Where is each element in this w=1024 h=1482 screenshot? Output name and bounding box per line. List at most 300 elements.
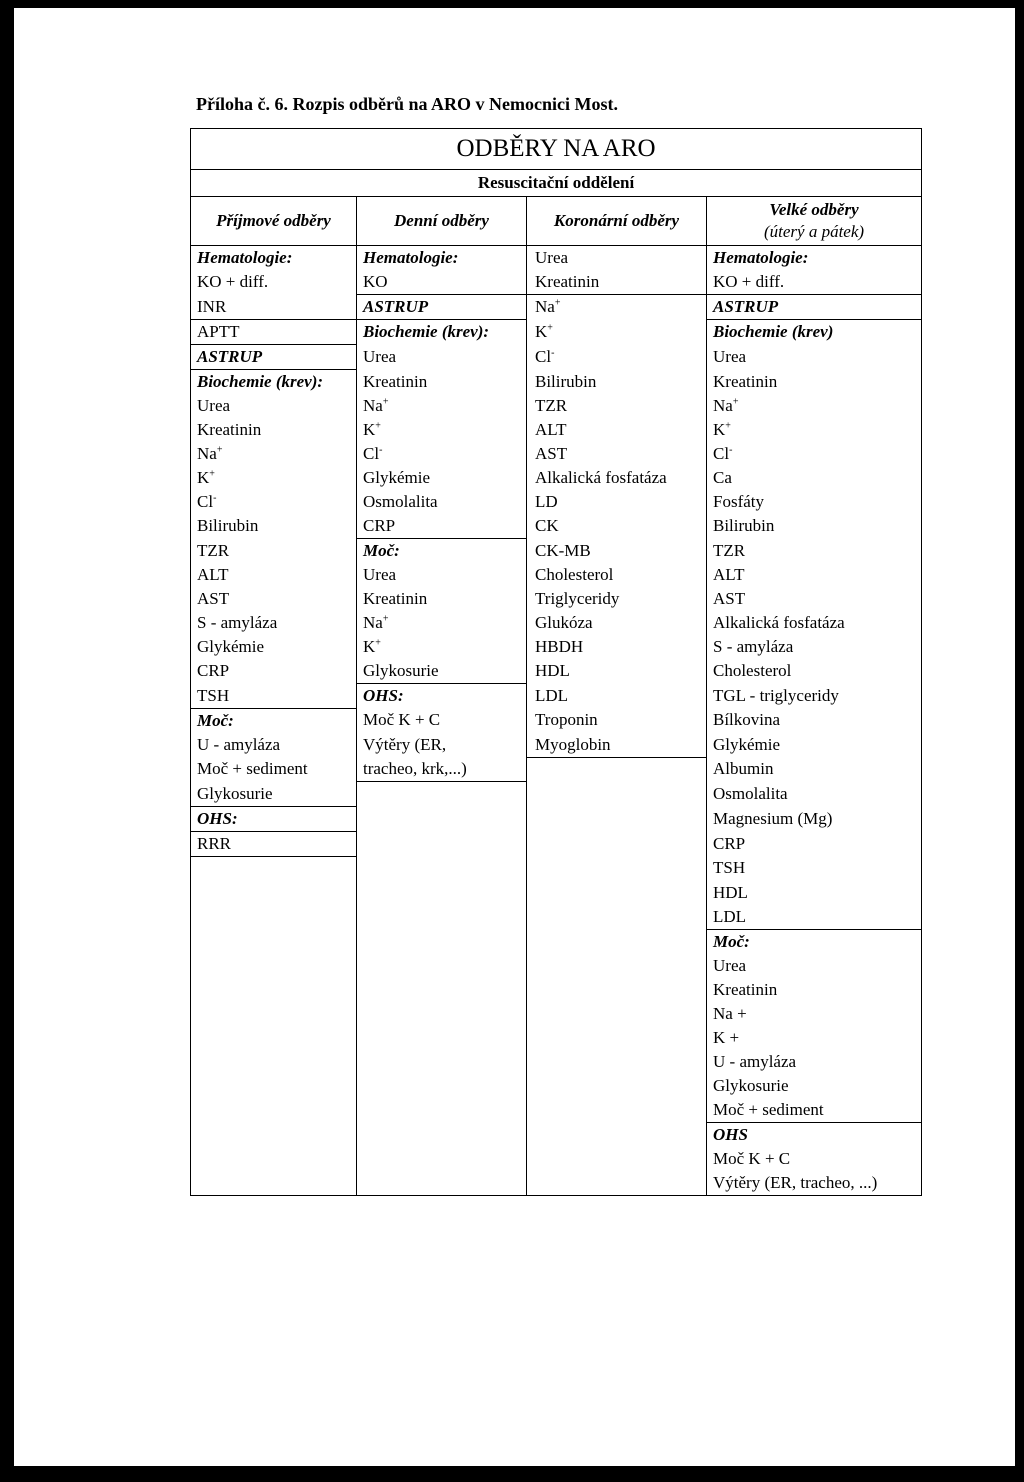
cell-col1	[191, 370, 357, 395]
cell-col4	[707, 1147, 922, 1171]
ion-charge: -	[213, 492, 217, 504]
table-row	[191, 563, 922, 587]
empty-cell	[191, 929, 357, 954]
cell-text: Glykémie	[363, 468, 431, 487]
cell-text: OHS:	[197, 808, 238, 828]
empty-cell	[357, 782, 527, 807]
ion-charge: +	[547, 322, 553, 334]
cell-col3	[527, 684, 707, 709]
empty-cell	[357, 929, 527, 954]
table-row	[191, 806, 922, 831]
table-row	[191, 1171, 922, 1196]
cell-col1	[191, 733, 357, 758]
cell-text: Myoglobin	[535, 734, 611, 754]
cell-col1	[191, 514, 357, 539]
empty-cell	[357, 978, 527, 1002]
empty-cell	[527, 1171, 707, 1196]
cell-text: Glykémie	[197, 637, 265, 656]
cell-text: Glukóza	[535, 613, 593, 632]
empty-cell	[527, 1098, 707, 1123]
cell-text: TGL - triglyceridy	[713, 685, 839, 705]
cell-text: CRP	[713, 833, 746, 853]
cell-text: Moč:	[713, 931, 750, 951]
header-admission: Příjmové odběry	[191, 197, 357, 246]
empty-cell	[357, 1122, 527, 1147]
cell-text: S - amyláza	[197, 613, 278, 632]
empty-cell	[357, 881, 527, 905]
cell-text: ASTRUP	[713, 297, 779, 316]
cell-text: HDL	[535, 661, 570, 681]
table-row	[191, 1026, 922, 1050]
cell-text: K	[197, 468, 210, 487]
cell-col4	[707, 831, 922, 856]
cell-text: TSH	[197, 685, 230, 705]
cell-col4	[707, 539, 922, 564]
cell-col4	[707, 684, 922, 709]
table-row	[191, 418, 922, 442]
cell-text: Urea	[197, 396, 231, 415]
empty-cell	[527, 905, 707, 930]
cell-col1	[191, 418, 357, 442]
cell-col4	[707, 708, 922, 733]
table-row	[191, 514, 922, 539]
cell-col2	[357, 418, 527, 442]
cell-text: Fosfáty	[713, 492, 764, 511]
cell-text: Urea	[363, 347, 397, 366]
cell-text: Glykosurie	[713, 1075, 789, 1095]
column-header-row	[191, 197, 922, 246]
cell-col3	[527, 270, 707, 295]
empty-cell	[191, 1122, 357, 1147]
cell-col2	[357, 708, 527, 733]
cell-text: Hematologie:	[197, 248, 293, 267]
cell-col2	[357, 394, 527, 418]
empty-cell	[527, 831, 707, 856]
cell-col1	[191, 320, 357, 345]
cell-col2	[357, 757, 527, 782]
empty-cell	[527, 1074, 707, 1098]
cell-col1	[191, 684, 357, 709]
cell-text: RRR	[197, 833, 232, 853]
table-row	[191, 881, 922, 905]
table-row	[191, 1002, 922, 1026]
cell-text: Moč K + C	[363, 710, 441, 730]
cell-col3	[527, 539, 707, 564]
cell-col4	[707, 270, 922, 295]
table-row	[191, 1147, 922, 1171]
table-row	[191, 587, 922, 611]
empty-cell	[527, 782, 707, 807]
cell-text: TSH	[713, 858, 746, 878]
cell-text: Kreatinin	[363, 371, 428, 391]
table-row	[191, 320, 922, 345]
cell-text: TZR	[535, 396, 568, 415]
cell-text: Cl	[535, 347, 552, 366]
cell-text: INR	[197, 296, 227, 316]
table-row	[191, 831, 922, 856]
cell-text: Cholesterol	[713, 661, 792, 681]
cell-col4	[707, 320, 922, 345]
cell-text: Výtěry (ER,	[363, 734, 447, 754]
cell-text: Kreatinin	[363, 589, 428, 608]
cell-text: Na	[363, 613, 383, 632]
cell-text: K	[535, 322, 548, 341]
cell-col4	[707, 370, 922, 395]
cell-text: Moč K + C	[713, 1148, 791, 1168]
ion-charge: +	[375, 637, 381, 649]
cell-col1	[191, 246, 357, 271]
cell-text: OHS:	[363, 686, 404, 705]
cell-text: LDL	[713, 906, 747, 926]
cell-col4	[707, 345, 922, 370]
table-row	[191, 929, 922, 954]
cell-col4	[707, 806, 922, 831]
cell-text: Na	[363, 396, 383, 415]
cell-col1	[191, 563, 357, 587]
cell-col3	[527, 708, 707, 733]
empty-cell	[527, 881, 707, 905]
table-row	[191, 757, 922, 782]
empty-cell	[527, 1050, 707, 1074]
table-row	[191, 905, 922, 930]
cell-text: LDL	[535, 685, 569, 705]
cell-text: TZR	[713, 540, 746, 560]
cell-text: Cl	[363, 444, 380, 463]
cell-col1	[191, 587, 357, 611]
cell-text: K	[363, 420, 376, 439]
cell-text: TZR	[197, 540, 230, 560]
cell-col1	[191, 831, 357, 856]
cell-col4	[707, 635, 922, 659]
cell-text: Moč:	[197, 710, 234, 730]
ion-charge: +	[725, 420, 731, 432]
cell-col3	[527, 635, 707, 659]
table-row	[191, 345, 922, 370]
empty-cell	[357, 954, 527, 978]
cell-text: Na	[197, 444, 217, 463]
header-large-line2: (úterý a pátek)	[763, 222, 865, 241]
cell-col4	[707, 881, 922, 905]
empty-cell	[527, 1122, 707, 1147]
cell-text: Na	[535, 297, 555, 317]
table-subtitle-row	[191, 170, 922, 197]
cell-text: CK-MB	[535, 540, 591, 560]
cell-col2	[357, 345, 527, 370]
cell-text: Ca	[713, 468, 732, 487]
table-row	[191, 684, 922, 709]
cell-col1	[191, 539, 357, 564]
table-row	[191, 954, 922, 978]
cell-text: ALT	[197, 565, 229, 584]
cell-col2	[357, 514, 527, 539]
cell-text: Kreatinin	[535, 272, 600, 291]
table-row	[191, 635, 922, 659]
empty-cell	[527, 929, 707, 954]
cell-col2	[357, 733, 527, 758]
table-row	[191, 978, 922, 1002]
table-row	[191, 246, 922, 271]
cell-text: AST	[197, 589, 230, 608]
cell-text: Glykémie	[713, 734, 781, 754]
cell-col1	[191, 345, 357, 370]
cell-col3	[527, 514, 707, 539]
cell-col4	[707, 466, 922, 490]
empty-cell	[527, 856, 707, 881]
cell-text: Biochemie (krev):	[363, 322, 490, 342]
cell-text: Na	[713, 396, 733, 415]
cell-col4	[707, 442, 922, 466]
cell-col3	[527, 442, 707, 466]
empty-cell	[527, 1147, 707, 1171]
cell-col2	[357, 370, 527, 395]
cell-col2	[357, 563, 527, 587]
cell-text: Troponin	[535, 710, 598, 730]
cell-col4	[707, 856, 922, 881]
empty-cell	[357, 1074, 527, 1098]
table-row	[191, 659, 922, 684]
cell-text: Kreatinin	[713, 371, 778, 391]
cell-col4	[707, 563, 922, 587]
empty-cell	[357, 1171, 527, 1196]
cell-text: U - amyláza	[713, 1051, 797, 1071]
table-row	[191, 1098, 922, 1123]
cell-col4	[707, 659, 922, 684]
cell-col1	[191, 490, 357, 514]
cell-col3	[527, 733, 707, 758]
cell-col1	[191, 394, 357, 418]
table-row	[191, 733, 922, 758]
cell-text: Biochemie (krev):	[197, 372, 324, 391]
cell-col4	[707, 418, 922, 442]
cell-text: AST	[713, 589, 746, 608]
ion-charge: -	[729, 444, 733, 456]
empty-cell	[527, 806, 707, 831]
table-title: ODBĚRY NA ARO	[191, 129, 922, 170]
document-title: Příloha č. 6. Rozpis odběrů na ARO v Nemocnici Most.	[196, 94, 618, 114]
ion-charge: +	[732, 396, 739, 408]
cell-text: Moč + sediment	[197, 759, 308, 779]
cell-text: U - amyláza	[197, 734, 281, 754]
cell-text: KO + diff.	[197, 272, 269, 292]
empty-cell	[191, 954, 357, 978]
empty-cell	[357, 1002, 527, 1026]
cell-col2	[357, 442, 527, 466]
empty-cell	[527, 1002, 707, 1026]
table-row	[191, 394, 922, 418]
empty-cell	[191, 978, 357, 1002]
table-row	[191, 539, 922, 564]
cell-text: HBDH	[535, 637, 584, 656]
cell-text: Bilirubin	[713, 516, 775, 536]
cell-col3	[527, 370, 707, 395]
cell-col4	[707, 514, 922, 539]
table-row	[191, 370, 922, 395]
cell-col4	[707, 978, 922, 1002]
empty-cell	[357, 1050, 527, 1074]
cell-col1	[191, 659, 357, 684]
cell-col2	[357, 587, 527, 611]
table-row	[191, 270, 922, 295]
cell-col4	[707, 929, 922, 954]
table-row	[191, 1122, 922, 1147]
cell-col2	[357, 320, 527, 345]
ion-charge: -	[379, 444, 383, 456]
cell-col1	[191, 782, 357, 807]
cell-text: Urea	[713, 955, 747, 975]
cell-text: KO + diff.	[713, 272, 785, 291]
cell-text: Cholesterol	[535, 565, 614, 584]
cell-col3	[527, 563, 707, 587]
cell-col4	[707, 587, 922, 611]
cell-col3	[527, 587, 707, 611]
cell-text: Biochemie (krev)	[713, 322, 834, 342]
empty-cell	[357, 905, 527, 930]
cell-col2	[357, 295, 527, 320]
empty-cell	[191, 881, 357, 905]
cell-col1	[191, 270, 357, 295]
empty-cell	[191, 856, 357, 881]
cell-text: Hematologie:	[713, 248, 809, 267]
cell-col4	[707, 1026, 922, 1050]
cell-col1	[191, 708, 357, 733]
cell-text: AST	[535, 444, 568, 463]
ion-charge: +	[382, 396, 389, 408]
cell-col3	[527, 490, 707, 514]
cell-text: Glykosurie	[363, 661, 439, 680]
empty-cell	[357, 1026, 527, 1050]
ion-charge: +	[554, 297, 561, 309]
cell-text: Bilirubin	[535, 371, 597, 391]
cell-text: ASTRUP	[363, 297, 429, 316]
table-row	[191, 708, 922, 733]
cell-text: LD	[535, 492, 558, 511]
cell-text: Alkalická fosfatáza	[535, 468, 667, 487]
cell-col3	[527, 295, 707, 320]
empty-cell	[527, 1026, 707, 1050]
empty-cell	[191, 1098, 357, 1123]
cell-text: Urea	[535, 248, 569, 267]
table-row	[191, 466, 922, 490]
cell-col4	[707, 1171, 922, 1196]
cell-text: Výtěry (ER, tracheo, ...)	[713, 1172, 878, 1192]
cell-col4	[707, 490, 922, 514]
cell-col2	[357, 659, 527, 684]
empty-cell	[527, 954, 707, 978]
cell-text: Alkalická fosfatáza	[713, 613, 845, 632]
cell-col1	[191, 806, 357, 831]
header-daily: Denní odběry	[357, 197, 527, 246]
cell-col4	[707, 1050, 922, 1074]
empty-cell	[191, 1147, 357, 1171]
cell-col4	[707, 1098, 922, 1123]
cell-col2	[357, 611, 527, 635]
cell-text: K +	[713, 1027, 740, 1047]
table-row	[191, 1050, 922, 1074]
cell-col1	[191, 295, 357, 320]
empty-cell	[357, 806, 527, 831]
table-row	[191, 295, 922, 320]
empty-cell	[527, 978, 707, 1002]
cell-text: Bílkovina	[713, 710, 781, 730]
ion-charge: +	[375, 420, 381, 432]
cell-text: K	[363, 637, 376, 656]
cell-text: Hematologie:	[363, 248, 459, 267]
cell-text: Na +	[713, 1003, 747, 1023]
cell-text: HDL	[713, 882, 748, 902]
cell-text: S - amyláza	[713, 637, 794, 656]
cell-col4	[707, 1122, 922, 1147]
cell-text: Osmolalita	[713, 783, 788, 803]
ion-charge: -	[551, 347, 555, 359]
cell-text: Magnesium (Mg)	[713, 808, 833, 828]
cell-text: K	[713, 420, 726, 439]
table-row	[191, 442, 922, 466]
table-title-row	[191, 129, 922, 170]
cell-text: Moč + sediment	[713, 1099, 824, 1119]
header-large	[707, 197, 922, 246]
cell-col4	[707, 905, 922, 930]
cell-col3	[527, 345, 707, 370]
cell-text: CK	[535, 516, 559, 536]
cell-text: Kreatinin	[713, 979, 778, 999]
cell-text: ALT	[535, 420, 567, 439]
cell-col2	[357, 539, 527, 564]
cell-text: Kreatinin	[197, 420, 262, 439]
cell-col4	[707, 611, 922, 635]
cell-text: ALT	[713, 565, 745, 584]
table-subtitle: Resuscitační oddělení	[191, 170, 922, 197]
cell-col1	[191, 442, 357, 466]
empty-cell	[191, 905, 357, 930]
cell-col4	[707, 246, 922, 271]
cell-col3	[527, 418, 707, 442]
cell-text: tracheo, krk,...)	[363, 759, 467, 778]
cell-col4	[707, 757, 922, 782]
table-row	[191, 611, 922, 635]
empty-cell	[357, 1098, 527, 1123]
cell-col2	[357, 635, 527, 659]
cell-text: Moč:	[363, 541, 400, 560]
cell-text: Glykosurie	[197, 783, 273, 803]
cell-text: Bilirubin	[197, 516, 259, 536]
cell-text: Cl	[713, 444, 730, 463]
empty-cell	[357, 856, 527, 881]
cell-text: CRP	[197, 661, 230, 681]
cell-text: Cl	[197, 492, 214, 511]
sampling-table	[190, 128, 922, 1196]
cell-col2	[357, 466, 527, 490]
cell-col4	[707, 1074, 922, 1098]
cell-col1	[191, 757, 357, 782]
ion-charge: +	[216, 444, 223, 456]
cell-col4	[707, 733, 922, 758]
cell-col1	[191, 635, 357, 659]
cell-col4	[707, 954, 922, 978]
cell-col2	[357, 684, 527, 709]
cell-col2	[357, 490, 527, 514]
cell-text: ASTRUP	[197, 347, 263, 366]
empty-cell	[357, 1147, 527, 1171]
empty-cell	[191, 1002, 357, 1026]
cell-text: Urea	[713, 347, 747, 366]
empty-cell	[191, 1026, 357, 1050]
empty-cell	[357, 831, 527, 856]
empty-cell	[191, 1171, 357, 1196]
table-row	[191, 856, 922, 881]
cell-col3	[527, 394, 707, 418]
empty-cell	[527, 757, 707, 782]
cell-text: KO	[363, 272, 388, 291]
